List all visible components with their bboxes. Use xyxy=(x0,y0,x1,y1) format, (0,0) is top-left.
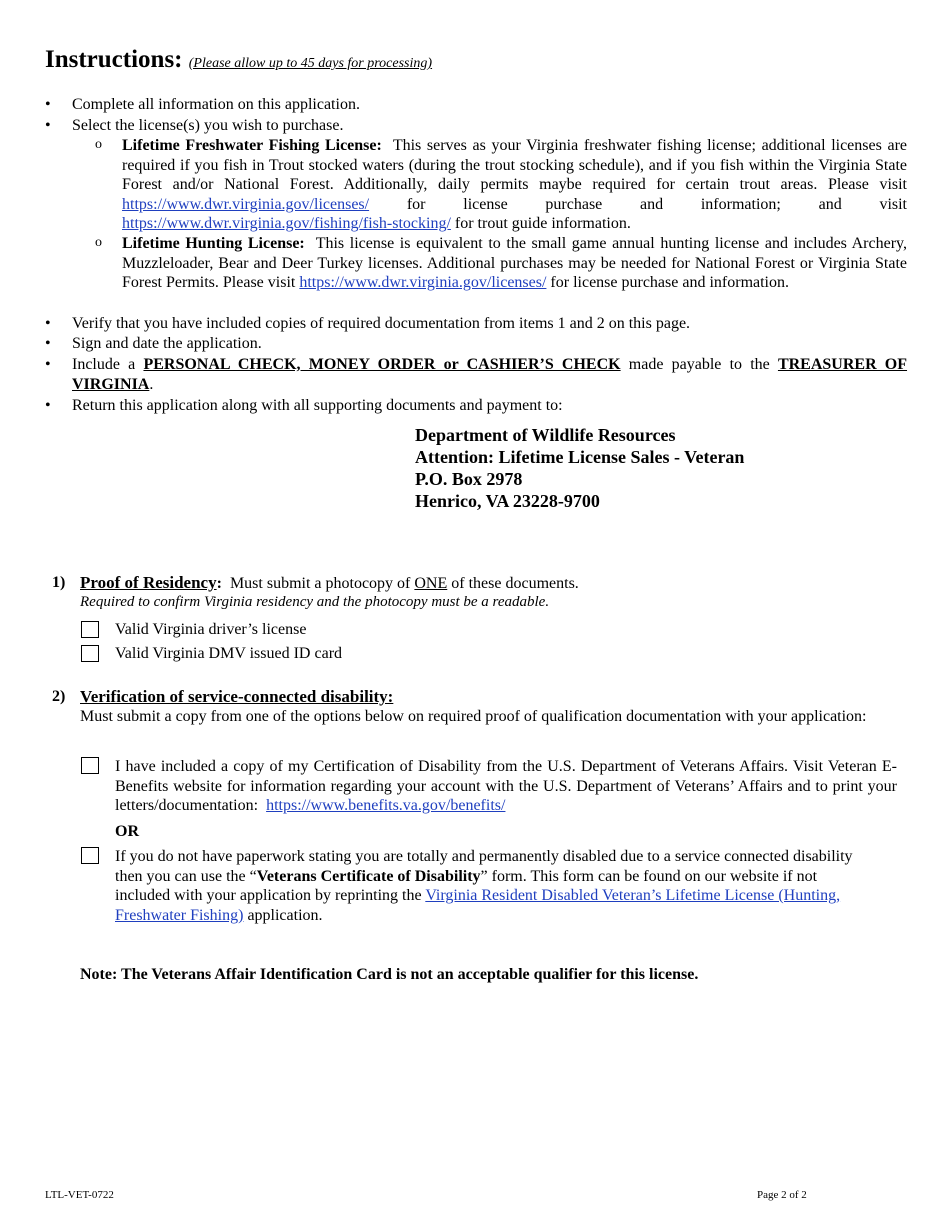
bullet-payment: • Include a PERSONAL CHECK, MONEY ORDER or CASHIER’S CHECK made payable to the TREASURER OF VIRGINIA. xyxy=(45,356,908,393)
licenses-link[interactable]: https://www.dwr.virginia.gov/licenses/ xyxy=(122,195,370,213)
disability-verification-heading: Verification of service-connected disability: xyxy=(80,687,394,706)
section2-number: 2) xyxy=(52,688,66,705)
disabled-veteran-application-link[interactable]: Virginia Resident Disabled Veteran’s Lifetime License (Hunting, Freshwater Fishing) xyxy=(115,887,841,924)
va-certification-text: I have included a copy of my Certification of Disability from the U.S. Department of Veterans Affairs. Visit Veteran E-Benefits website for information regarding your account with the U.S. Department of Veterans’ Affairs and to print your letters/documentation: https://www.benefits.va.gov/benefits/ xyxy=(115,758,897,814)
section1-subtitle: Required to confirm Virginia residency and the photocopy must be a readable. xyxy=(80,594,550,610)
fish-stocking-link[interactable]: https://www.dwr.virginia.gov/fishing/fish-stocking/ xyxy=(122,215,451,232)
note-text: Note: The Veterans Affair Identification Card is not an acceptable qualifier for this license. xyxy=(80,966,699,983)
bullet-icon: • xyxy=(45,96,51,113)
drivers-license-checkbox[interactable] xyxy=(81,621,99,638)
bullet-icon: • xyxy=(45,315,51,332)
dmv-id-label: Valid Virginia DMV issued ID card xyxy=(115,645,343,662)
circle-bullet-icon: o xyxy=(95,235,102,250)
bullet-sign-date: • Sign and date the application. xyxy=(45,335,262,352)
mailing-address: Department of Wildlife Resources Attention: Lifetime License Sales - Veteran P.O. Box 2978 Henrico, VA 23228-9700 xyxy=(415,425,745,511)
va-certification-checkbox[interactable] xyxy=(81,757,99,774)
circle-bullet-icon: o xyxy=(95,137,102,152)
hunting-licenses-link[interactable]: https://www.dwr.virginia.gov/licenses/ xyxy=(299,274,547,291)
bullet-complete-info: • Complete all information on this application. xyxy=(45,96,360,113)
bullet-select-license: • Select the license(s) you wish to purchase. xyxy=(45,117,344,134)
bullet-icon: • xyxy=(45,335,51,352)
sub-item-hunting-license: o Lifetime Hunting License: This license is equivalent to the small game annual hunting license and includes Archery, Muzzleloader, Bear and Deer Turkey licenses. Additional purchases may be needed for National Forest or Virginia State Forest Permits. Please visit https://www.dwr.virginia.gov/licenses/ for license purchase and information. xyxy=(95,235,907,291)
or-separator: OR xyxy=(115,823,139,840)
processing-note: (Please allow up to 45 days for processing) xyxy=(188,56,433,71)
bullet-icon: • xyxy=(45,356,51,373)
section2-intro: Must submit a copy from one of the options below on required proof of qualification documentation with your application: xyxy=(80,708,867,725)
section1-number: 1) xyxy=(52,574,66,591)
bullet-icon: • xyxy=(45,117,51,134)
veterans-certificate-checkbox[interactable] xyxy=(81,847,99,864)
dmv-id-checkbox[interactable] xyxy=(81,645,99,662)
veterans-certificate-text: If you do not have paperwork stating you are totally and permanently disabled due to a service connected disability then you can use the “Veterans Certificate of Disability” form. This form can be found on our website if not included with your application by reprinting the Virginia Resident Disabled Veteran’s Lifetime License (Hunting, Freshwater Fishing) application. xyxy=(115,848,853,924)
sub-item-fishing-license: o Lifetime Freshwater Fishing License: This serves as your Virginia freshwater fishing license; additional licenses are required if you fish in Trout stocked waters (during the trout stocking schedule), and if you fish within the Virginia State Forest and/or National Forest. Additionally, daily permits maybe required for certain trout areas. Please visit https://www.dwr.virginia.gov/licenses/ for license purchase and information; and visit https://www.dwr.virginia.gov/fishing/fish-stocking/ for trout guide information. xyxy=(95,137,908,232)
payee: TREASURER OF VIRGINIA xyxy=(72,356,908,393)
section1-header: Proof of Residency: Must submit a photocopy of ONE of these documents. xyxy=(80,573,579,592)
page-title xyxy=(45,44,432,80)
drivers-license-label: Valid Virginia driver’s license xyxy=(115,621,307,638)
proof-of-residency-heading: Proof of Residency xyxy=(80,573,217,592)
page-number: Page 2 of 2 xyxy=(757,1189,807,1201)
form-id: LTL-VET-0722 xyxy=(45,1189,114,1201)
bullet-return-application: • Return this application along with all supporting documents and payment to: xyxy=(45,397,563,414)
hunting-license-label: Lifetime Hunting License: xyxy=(122,235,305,252)
va-benefits-link[interactable]: https://www.benefits.va.gov/benefits/ xyxy=(266,797,506,814)
fishing-license-label: Lifetime Freshwater Fishing License: xyxy=(122,137,382,154)
bullet-verify-docs: • Verify that you have included copies of required documentation from items 1 and 2 on this page. xyxy=(45,315,691,332)
instructions-heading: Instructions: xyxy=(45,46,183,73)
bullet-icon: • xyxy=(45,397,51,414)
payment-methods: PERSONAL CHECK, MONEY ORDER or CASHIER’S CHECK xyxy=(143,356,621,373)
